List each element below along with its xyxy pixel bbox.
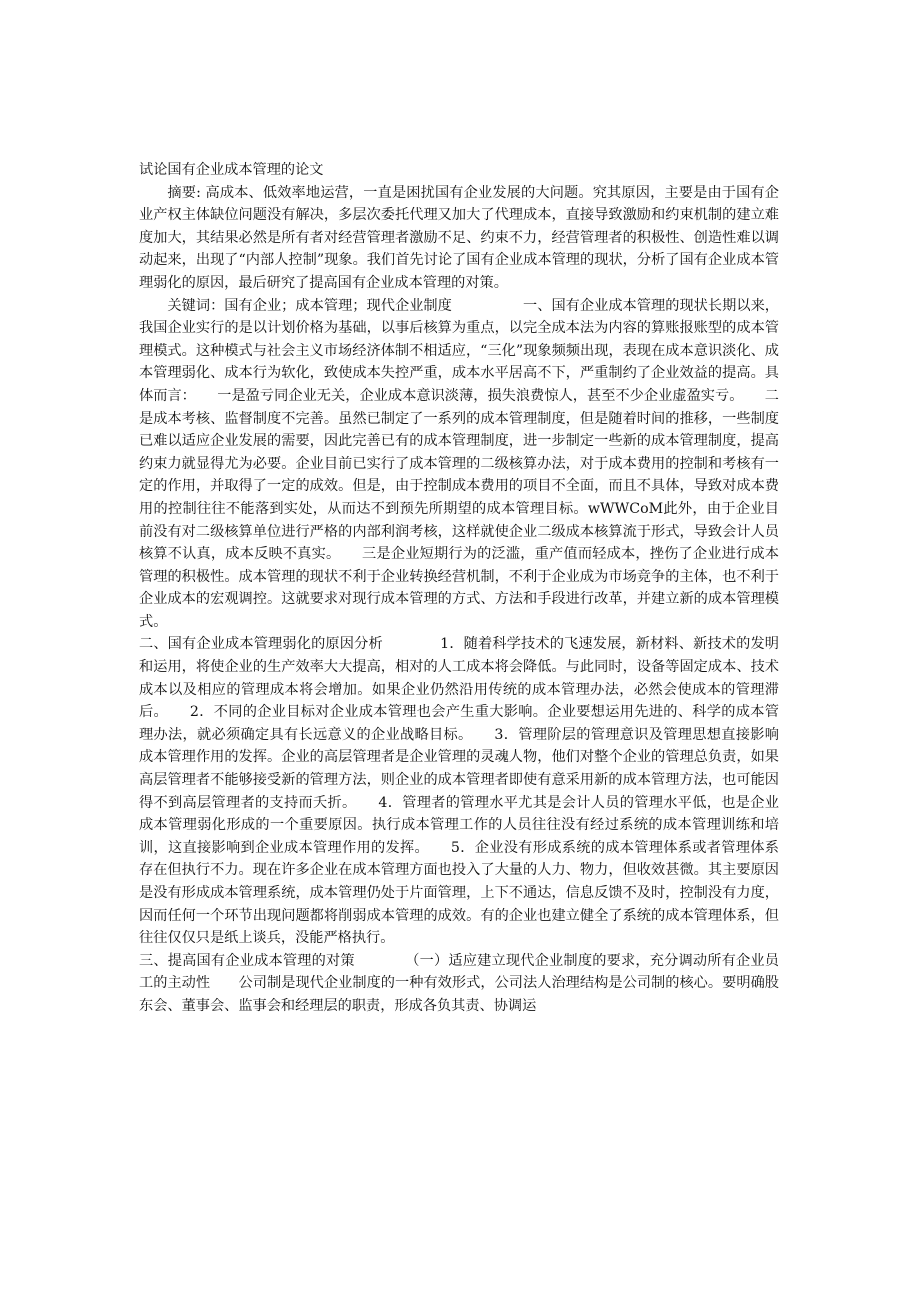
document-page [139,159,779,1018]
section-two: 二、国有企业成本管理弱化的原因分析 1．随着科学技术的飞速发展，新材料、新技术的发明和运用，将使企业的生产效率大大提高，相对的人工成本将会降低。与此同时，设备等固定成本、技术成本以及相应的管理成本将会增加。如果企业仍然沿用传统的成本管理办法，必然会使成本的管理滞后。 2．不同的企业目标对企业成本管理也会产生重大影响。企业要想运用先进的、科学的成本管理办法，就必须确定具有长远意义的企业战略目标。 3．管理阶层的管理意识及管理思想直接影响成本管理作用的发挥。企业的高层管理者是企业管理的灵魂人物，他们对整个企业的管理总负责，如果高层管理者不能够接受新的管理方法，则企业的成本管理者即使有意采用新的成本管理方法，也可能因得不到高层管理者的支持而夭折。 4．管理者的管理水平尤其是会计人员的管理水平低，也是企业成本管理弱化形成的一个重要原因。执行成本管理工作的人员往往没有经过系统的成本管理训练和培训，这直接影响到企业成本管理作用的发挥。 5．企业没有形成系统的成本管理体系或者管理体系存在但执行不力。现在许多企业在成本管理方面也投入了大量的人力、物力，但收效甚微。其主要原因是没有形成成本管理系统，成本管理仍处于片面管理，上下不通达，信息反馈不及时，控制没有力度，因而任何一个环节出现问题都将削弱成本管理的成效。有的企业也建立健全了系统的成本管理体系，但往往仅仅只是纸上谈兵，没能严格执行。 [139,636,779,947]
abstract-paragraph: 摘要: 高成本、低效率地运营，一直是困扰国有企业发展的大问题。究其原因，主要是由于国有企业产权主体缺位问题没有解决，多层次委托代理又加大了代理成本，直接导致激励和约束机制的建立难度加大，其结果必然是所有者对经营管理者激励不足、约束不力，经营管理者的积极性、创造性难以调动起来，出现了“内部人控制”现象。我们首先讨论了国有企业成本管理的现状，分析了国有企业成本管理弱化的原因，最后研究了提高国有企业成本管理的对策。 [139,184,779,291]
keywords-and-section-one: 关键词：国有企业；成本管理；现代企业制度 一、国有企业成本管理的现状长期以来，我国企业实行的是以计划价格为基础，以事后核算为重点，以完全成本法为内容的算账报账型的成本管理模式。这种模式与社会主义市场经济体制不相适应，“三化”现象频频出现，表现在成本意识淡化、成本管理弱化、成本行为软化，致使成本失控严重，成本水平居高不下，严重制约了企业效益的提高。具体而言： 一是盈亏同企业无关，企业成本意识淡薄，损失浪费惊人，甚至不少企业虚盈实亏。 二是成本考核、监督制度不完善。虽然已制定了一系列的成本管理制度，但是随着时间的推移，一些制度已难以适应企业发展的需要，因此完善已有的成本管理制度，进一步制定一些新的成本管理制度，提高约束力就显得尤为必要。企业目前已实行了成本管理的二级核算办法，对于成本费用的控制和考核有一定的作用，并取得了一定的成效。但是，由于控制成本费用的项目不全面，而且不具体，导致对成本费用的控制往往不能落到实处，从而达不到预先所期望的成本管理目标。wWWCoM此外，由于企业目前没有对二级核算单位进行严格的内部利润考核，这样就使企业二级成本核算流于形式，导致会计人员核算不认真，成本反映不真实。 三是企业短期行为的泛滥，重产值而轻成本，挫伤了企业进行成本管理的积极性。成本管理的现状不利于企业转换经营机制，不利于企业成为市场竞争的主体，也不利于企业成本的宏观调控。这就要求对现行成本管理的方式、方法和手段进行改革，并建立新的成本管理模式。 [139,297,779,630]
section-three: 三、提高国有企业成本管理的对策 （一）适应建立现代企业制度的要求，充分调动所有企业员工的主动性 公司制是现代企业制度的一种有效形式，公司法人治理结构是公司制的核心。要明确股东会、董事会、监事会和经理层的职责，形成各负其责、协调运 [139,952,779,1014]
document-title: 试论国有企业成本管理的论文 [139,162,324,178]
